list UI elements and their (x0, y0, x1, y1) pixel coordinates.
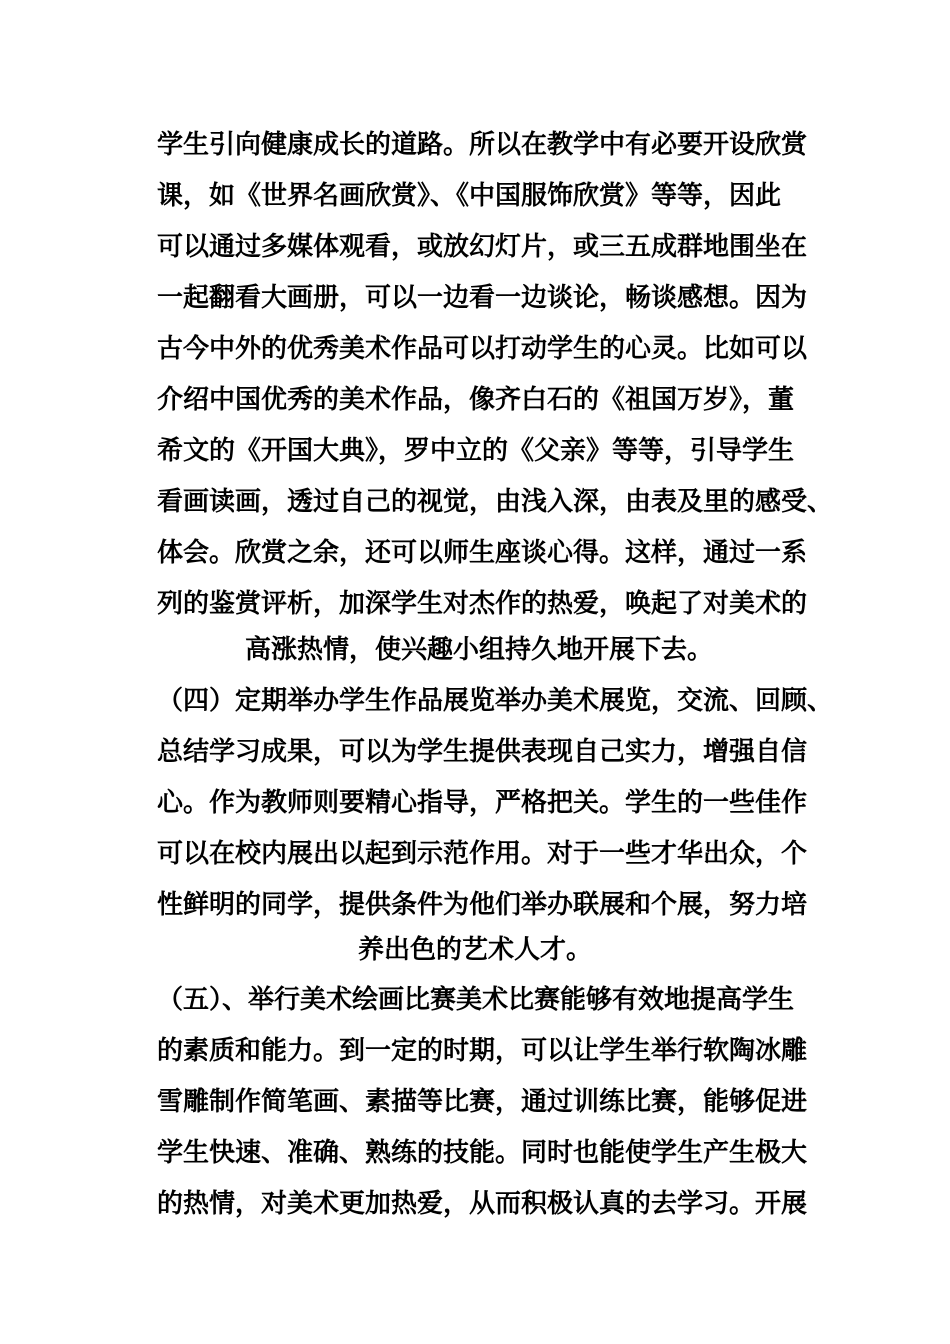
text-line: 养出色的艺术人才。 (358, 935, 593, 965)
text-line: 列的鉴赏评析，加深学生对杰作的热爱，唤起了对美术的 (157, 589, 808, 619)
text-line: 一起翻看大画册，可以一边看一边谈论，畅谈感想。因为 (157, 283, 808, 313)
section-heading-line: （四）定期举办学生作品展览举办美术展览，交流、回顾、 (157, 686, 834, 716)
text-line: 看画读画，透过自己的视觉，由浅入深，由表及里的感受、 (157, 487, 834, 517)
text-line: 性鲜明的同学，提供条件为他们举办联展和个展，努力培 (157, 890, 808, 920)
text-line: 介绍中国优秀的美术作品，像齐白石的《祖国万岁》，董 (157, 385, 795, 415)
text-line: 总结学习成果，可以为学生提供表现自己实力，增强自信 (157, 737, 808, 767)
text-line: 雪雕制作简笔画、素描等比赛，通过训练比赛，能够促进 (157, 1087, 808, 1117)
text-line: 学生快速、准确、熟练的技能。同时也能使学生产生极大 (157, 1138, 808, 1168)
text-line: 的热情，对美术更加热爱，从而积极认真的去学习。开展 (157, 1189, 808, 1219)
section-heading-line: （五）、举行美术绘画比赛美术比赛能够有效地提高学生 (157, 985, 795, 1015)
text-line: 古今中外的优秀美术作品可以打动学生的心灵。比如可以 (157, 334, 808, 364)
text-line: 的素质和能力。到一定的时期，可以让学生举行软陶冰雕 (157, 1036, 808, 1066)
text-line: 体会。欣赏之余，还可以师生座谈心得。这样，通过一系 (157, 538, 808, 568)
text-line: 心。作为教师则要精心指导，严格把关。学生的一些佳作 (157, 788, 808, 818)
text-line: 希文的《开国大典》，罗中立的《父亲》等等，引导学生 (157, 436, 795, 466)
text-line: 可以在校内展出以起到示范作用。对于一些才华出众，个 (157, 839, 808, 869)
text-line: 高涨热情，使兴趣小组持久地开展下去。 (245, 635, 714, 665)
text-line: 学生引向健康成长的道路。所以在教学中有必要开设欣赏 (157, 130, 808, 160)
text-line: 可以通过多媒体观看，或放幻灯片，或三五成群地围坐在 (157, 232, 808, 262)
text-line: 课，如《世界名画欣赏》、《中国服饰欣赏》等等，因此 (157, 181, 782, 211)
